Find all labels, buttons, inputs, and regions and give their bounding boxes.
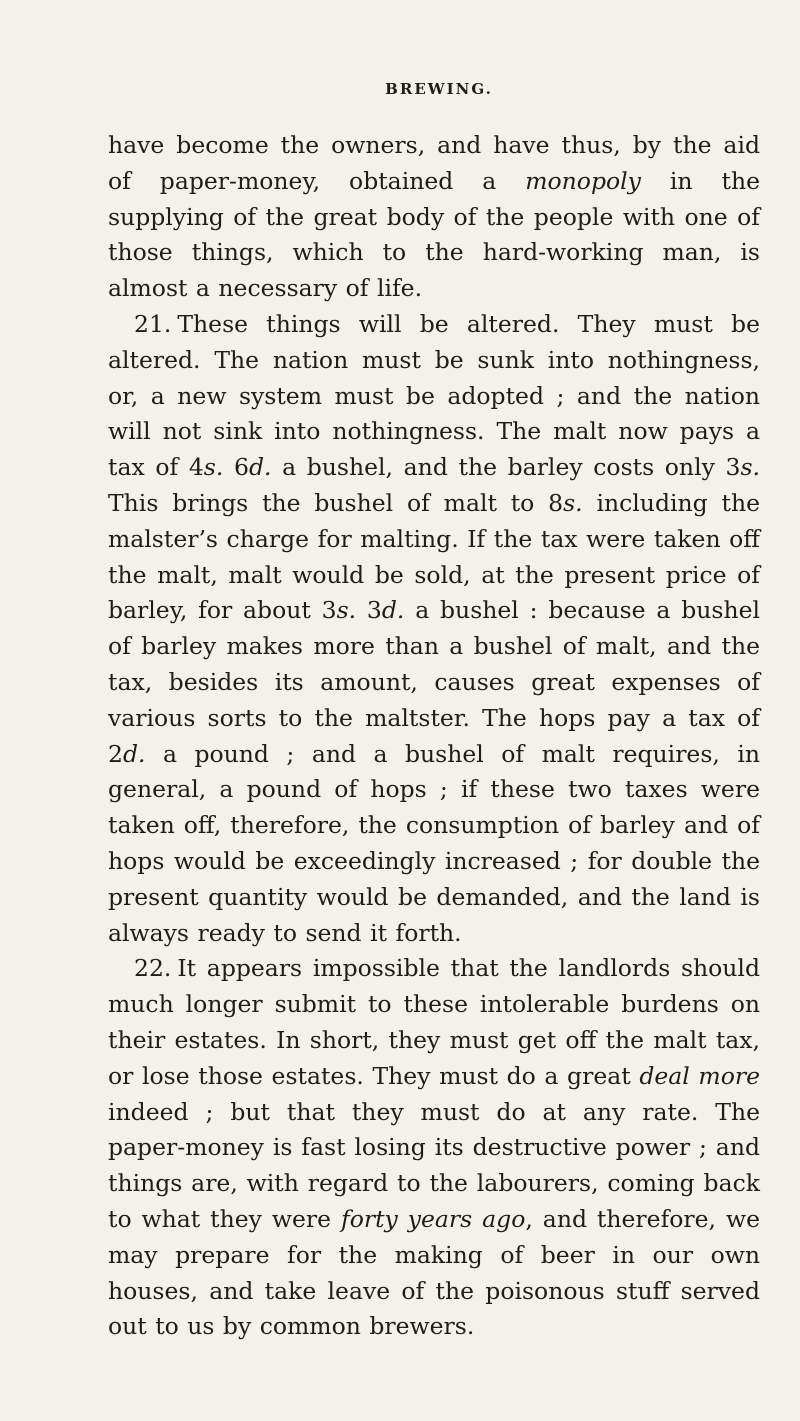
text-run: including the malster’s charge for malting. If the tax were taken off the malt, malt would be sold, at the present price of barley, for about 3 xyxy=(108,488,760,625)
italic-text: deal more xyxy=(639,1061,760,1090)
running-head: BREWING. xyxy=(385,80,493,98)
text-run: This brings the bushel of malt to 8 xyxy=(108,488,564,517)
text-run: indeed ; but that they must do at any rate. The paper-money is fast losing its destructive power ; and things are, with regard to the labourers, coming back to what they were xyxy=(108,1097,760,1233)
italic-text: d. xyxy=(381,596,405,625)
paragraph-21 xyxy=(108,307,760,951)
italic-text: s. xyxy=(563,488,583,517)
paragraph-22 xyxy=(108,951,760,1345)
text-run: It appears impossible that the landlords should much longer submit to these intolerable burdens on their estates. In short, they must get off the malt tax, or lose those estates. They must do a great xyxy=(108,954,760,1090)
paragraph-number: 22. xyxy=(134,954,172,983)
paragraph-1 xyxy=(108,128,760,307)
italic-text: s. xyxy=(740,453,760,482)
italic-text: d. xyxy=(248,453,272,482)
italic-text: d. xyxy=(122,739,146,768)
italic-text: s. xyxy=(203,453,224,482)
text-run: 6 xyxy=(223,453,249,482)
text-run: a bushel : because a bushel of barley makes more than a bushel of malt, and the tax, besides its amount, causes great expenses of various sorts to the maltster. The hops pay a tax of 2 xyxy=(108,596,760,768)
italic-text: monopoly xyxy=(525,166,641,195)
text-run: in the supplying of the great body of the people with one of those things, which to the hard-working man, is almost a necessary of life. xyxy=(108,166,760,303)
text-run: These things will be altered. They must be altered. The nation must be sunk into nothingness, or, a new system must be adopted ; and the nation will not sink into nothingness. The malt now pays a tax of 4 xyxy=(108,309,760,482)
text-run: 3 xyxy=(356,596,382,625)
text-run: a pound ; and a bushel of malt requires, in general, a pound of hops ; if these two taxes were taken off, therefore, the consumption of barley and of hops would be exceedingly increased ; for double the present quantity would be demanded, and the land is always ready to send it forth. xyxy=(108,739,760,947)
italic-text: forty years ago xyxy=(341,1204,526,1233)
text-run: have become the owners, and have thus, by the aid of paper-money, obtained a xyxy=(108,131,760,195)
body-text xyxy=(108,128,760,1345)
paragraph-number: 21. xyxy=(134,309,172,338)
italic-text: s. xyxy=(336,596,357,625)
text-run: , and therefore, we may prepare for the making of beer in our own houses, and take leave of the poisonous stuff served out to us by common brewers. xyxy=(108,1204,760,1341)
text-run: a bushel, and the barley costs only 3 xyxy=(271,453,741,482)
